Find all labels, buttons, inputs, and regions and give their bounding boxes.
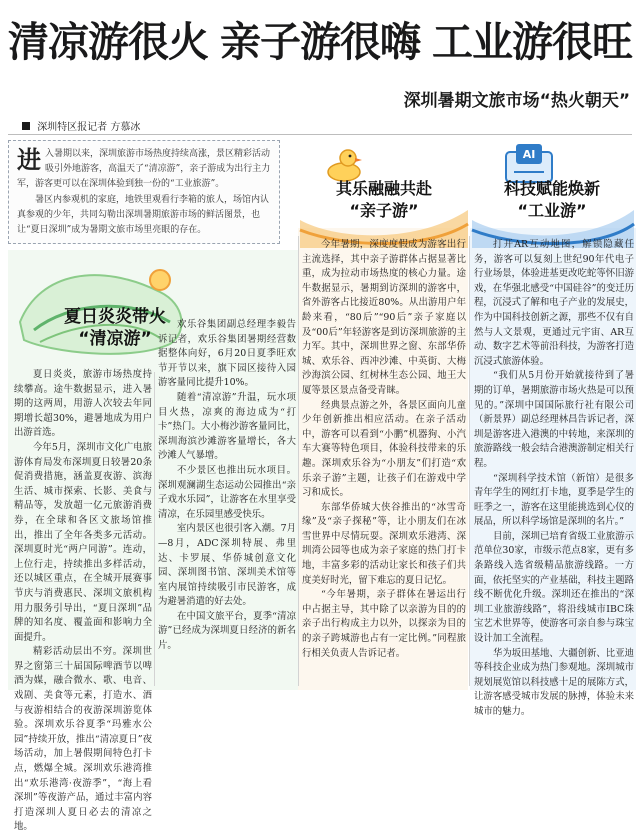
body-paragraph: “今年暑期，亲子群体在暑运出行中占据主导，其中除了以亲游为目的的亲子出行构成主力以外，以探亲为目的的亲子跨城游也占有一定比例。”同程旅行相关负责人告诉记者。: [302, 589, 466, 659]
section-summer-title-line-1: 夏日炎炎带火: [64, 307, 166, 327]
lead-dropcap: 进: [17, 145, 41, 174]
body-paragraph: 精彩活动层出不穷。深圳世界之窗第三十届国际啤酒节以啤酒为媒，融合微水、歌、电音、戏剧、美食等元素，打造水、酒与夜游相结合的夜游深圳游览体验。深圳欢乐谷夏季“玛雅水公园”持续开放，推出“清凉夏日”夜场活动，加上暑假期间特色打卡点，燃爆全城。深圳欢乐港湾推出“欢乐港湾·夜游季”，“海上看深圳”等夜游产品，通过丰富内容打造深圳人夏日必去的清凉之地。: [14, 646, 152, 833]
body-paragraph: 随着“清凉游”升温，玩水项目火热，凉爽的海边成为“打卡”热门。大小梅沙游客量同比，深圳海滨沙滩游客量增长，各大沙滩人气暴增。: [158, 391, 296, 462]
body-paragraph: 今年暑期，深度度假成为游客出行主流选择，其中亲子游群体占据显著比重，成为拉动市场热度的核心力量。途牛数据显示，暑期到访深圳的游客中，省外游客占比接近80%。从出游用户年龄来看，“80后”“90后”亲子家庭以及“00后”年轻游客是到访深圳旅游的主力军。其中，深圳世界之窗、东部华侨城、欢乐谷、西冲沙滩、中英街、大梅沙海滨公园、红树林生态公园、地王大厦等景区景点备受青睐。: [302, 239, 466, 396]
lead-paragraph-1: 入暑期以来，深圳旅游市场热度持续高涨，景区精彩活动吸引外地游客，高温天了“清凉游”，亲子游成为出行主力军，游客更可以在深圳体验到独一份的“工业旅游”。: [17, 149, 271, 190]
section-family-title-line-2: “亲子游”: [349, 201, 419, 220]
page-subheadline: 深圳暑期文旅市场“热火朝天”: [403, 91, 630, 111]
body-paragraph: 欢乐谷集团副总经理李毅告诉记者，欢乐谷集团暑期经营数据整体向好，6月20日夏季旺欢节开节以来，旗下园区接待入园游客量同比提升10%。: [158, 319, 296, 389]
section-summer-body-right: [158, 318, 296, 686]
headline-part-2: 亲子游很嗨: [220, 18, 420, 66]
body-paragraph: “深圳科学技术馆（新馆）是很多青年学生的网红打卡地，夏季是学生的旺季之一，游客在这里能挑选到心仪的展品，所以科学场馆是深圳的名片。”: [474, 472, 634, 528]
column-divider: [298, 236, 299, 686]
svg-text:AI: AI: [522, 148, 536, 161]
body-paragraph: 东部华侨城大侠谷推出的“冰雪奇缘”及“亲子探秘”等，让小朋友们在冰雪世界中尽情玩耍。深圳欢乐港湾、深圳湾公园等也成为亲子家庭的热门打卡地，丰富多彩的活动让家长和孩子们共度美好时光，留下难忘的夏日记忆。: [302, 501, 466, 586]
body-paragraph: 室内景区也很引客入潮。7月—8月，ADC深圳特展、弗里达、卡罗展、华侨城创意文化园、深圳图书馆、深圳美术馆等室内展馆持续吸引市民游客，成为避暑消遣的好去处。: [158, 523, 296, 608]
byline-text: 深圳特区报记者 方慕冰: [37, 122, 141, 133]
section-summer-title-line-2: “清凉游”: [78, 329, 152, 349]
section-summer-body-left: [14, 368, 152, 833]
headline-part-1: 清凉游很火: [8, 18, 208, 66]
section-industry-title: [470, 178, 634, 222]
lead-paragraph-box: [8, 140, 280, 244]
byline-square-icon: [22, 122, 30, 130]
body-paragraph: 今年5月，深圳市文化广电旅游体育局发布深圳夏日较暑20条促消费措施，涵盖夏夜游、滨海生活、城市探索、长影、美食与精品等，发放超一亿元旅游消费券，在全球和各区文旅场馆推出，推出了全年各类多元活动。深圳夏时光“两户同游”。连动，上位行走，持续推出多样活动，还以城区重点，在全城开展赛事节庆与消费惠民、深圳文旅机构用力服务引导出，“夏日深圳”品牌的知名度、覆盖面和影响力全面提升。: [14, 441, 152, 643]
lead-paragraph-2: 暑区内参观机的家庭，地铁里观看行李箱的旅人，场馆内认真参观的少年，共同勾勒出深圳暑期旅游市场的鲜活图景，也让“夏日深圳”成为暑期文旅市场里亮眼的存在。: [17, 194, 270, 236]
byline: [22, 118, 140, 134]
body-paragraph: 在中国文旅平台，夏季“清凉游”已经成为深圳夏日经济的新名片。: [158, 610, 296, 652]
section-family-title: [300, 178, 468, 222]
body-paragraph: “我们从5月份开始就接待到了暑期的订单，暑期旅游市场火热是可以预见的。”深圳中国国际旅行社有限公司（新景界）副总经理林昌告诉记者，深圳是游客进入港澳的中转地，来深圳的旅游路线一般会结合港澳游制定相关行程。: [474, 370, 634, 469]
body-paragraph: 华为坂田基地、大疆创新、比亚迪等科技企业成为热门参观地。深圳城市规划展览馆以科技感十足的展陈方式，让游客感受城市发展的脉搏，体验未来城市的魅力。: [474, 647, 634, 717]
section-family-body: [302, 238, 466, 686]
header-divider: [8, 134, 632, 135]
column-divider: [469, 236, 470, 686]
section-industry-body: [474, 238, 634, 717]
body-paragraph: 夏日炎炎，旅游市场热度持续攀高。途牛数据显示，进入暑期的这两周，用游人次较去年同期增长超30%，避暑地成为用户出游首选。: [14, 369, 152, 439]
headline-part-3: 工业游很旺: [432, 18, 632, 66]
body-paragraph: 不少景区也推出玩水项目。深圳观澜湖生态运动公园推出“亲子戏水乐园”，让游客在水里享受清凉，在乐园里感受快乐。: [158, 464, 296, 520]
body-paragraph: 经典景点游之外，各景区面向儿童少年创新推出相应活动。在亲子活动中，游客可以看到“小鹏”机器狗、小汽车大赛等特色项目，体验科技带来的乐趣。深圳欢乐谷为“小朋友”们打造“欢乐亲子游”主题，让孩子们在游戏中学习和成长。: [302, 399, 466, 499]
column-divider: [154, 372, 155, 686]
body-paragraph: 目前，深圳已培育省级工业旅游示范单位30家，市级示范点8家，更有多条路线入选省级精品旅游线路。一方面，依托坚实的产业基础，科技主题路线不断优化升级。深圳还在推出的“深圳工业旅游线路”，将沿线城市IBC珠宝艺术世界等，使游客可亲自参与珠宝设计加工全流程。: [474, 530, 634, 645]
section-family-title-line-1: 其乐融融共赴: [335, 179, 432, 198]
page-headline: [8, 8, 632, 76]
section-industry-title-line-1: 科技赋能焕新: [503, 179, 600, 198]
body-paragraph: 打开AR互动地图，解锁隐藏任务，游客可以复刻上世纪90年代电子行业场景，体验进基更改吃蛇等怀旧游戏，在华强北感受“中国硅谷”的变迁历程，沉浸式了解和电子产业的发展史，作为中国科技创新之源，那些不仅有自然与人文景观，更通过元宇宙、AR互动、数字艺术等前沿科技，为游客打造沉浸式旅游体验。: [474, 239, 634, 367]
section-industry-title-line-2: “工业游”: [517, 201, 587, 220]
